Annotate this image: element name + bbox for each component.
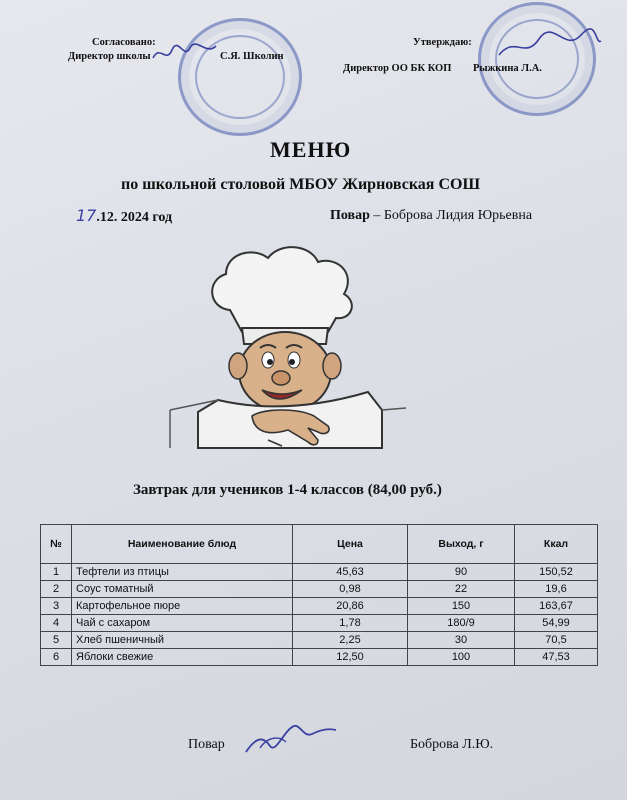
table-row <box>41 581 598 598</box>
col-dish: Наименование блюд <box>72 525 293 564</box>
cook-line <box>330 208 532 224</box>
meal-heading: Завтрак для учеников 1-4 классов (84,00 руб.) <box>133 482 442 498</box>
row-number: 2 <box>41 581 72 598</box>
row-number: 4 <box>41 615 72 632</box>
dish-price: 12,50 <box>293 649 408 666</box>
dish-kcal: 70,5 <box>515 632 598 649</box>
dish-price: 2,25 <box>293 632 408 649</box>
approval-left-line2: Директор школы <box>68 51 151 62</box>
cook-name: Боброва Лидия Юрьевна <box>383 208 533 223</box>
col-yield: Выход, г <box>408 525 515 564</box>
row-number: 1 <box>41 564 72 581</box>
dish-yield: 150 <box>408 598 515 615</box>
approval-left-line1: Согласовано: <box>92 37 156 48</box>
row-number: 3 <box>41 598 72 615</box>
approval-left-name: С.Я. Школин <box>220 51 284 62</box>
director-signature <box>150 40 220 66</box>
dish-yield: 22 <box>408 581 515 598</box>
dish-price: 1,78 <box>293 615 408 632</box>
menu-table <box>40 524 598 666</box>
dish-name: Чай с сахаром <box>72 615 293 632</box>
dish-name: Хлеб пшеничный <box>72 632 293 649</box>
dish-price: 0,98 <box>293 581 408 598</box>
table-row <box>41 564 598 581</box>
row-number: 5 <box>41 632 72 649</box>
date-day-handwritten: 17 <box>76 206 97 225</box>
chef-illustration <box>168 240 408 450</box>
approval-right-line2: Директор ОО БК КОП <box>343 63 452 74</box>
dish-yield: 90 <box>408 564 515 581</box>
col-price: Цена <box>293 525 408 564</box>
dish-name: Соус томатный <box>72 581 293 598</box>
dish-price: 45,63 <box>293 564 408 581</box>
table-row <box>41 632 598 649</box>
page-title: МЕНЮ <box>270 137 352 162</box>
dish-kcal: 19,6 <box>515 581 598 598</box>
footer-cook-label: Повар <box>188 737 225 752</box>
dish-kcal: 163,67 <box>515 598 598 615</box>
dish-kcal: 150,52 <box>515 564 598 581</box>
dish-yield: 180/9 <box>408 615 515 632</box>
page-subtitle: по школьной столовой МБОУ Жирновская СОШ <box>121 176 481 193</box>
col-number: № <box>41 525 72 564</box>
approver-signature <box>495 25 605 65</box>
col-kcal: Ккал <box>515 525 598 564</box>
date-line <box>76 206 172 226</box>
date-rest: .12. 2024 год <box>96 210 173 225</box>
row-number: 6 <box>41 649 72 666</box>
cook-label: Повар <box>330 208 370 223</box>
dish-yield: 100 <box>408 649 515 666</box>
approval-right-name: Рыжкина Л.А. <box>473 63 542 74</box>
table-row <box>41 649 598 666</box>
dish-yield: 30 <box>408 632 515 649</box>
cook-dash: – <box>373 208 381 223</box>
cook-signature <box>240 716 340 760</box>
dish-name: Тефтели из птицы <box>72 564 293 581</box>
dish-price: 20,86 <box>293 598 408 615</box>
dish-name: Яблоки свежие <box>72 649 293 666</box>
approval-right-line1: Утверждаю: <box>413 37 472 48</box>
dish-kcal: 47,53 <box>515 649 598 666</box>
table-row <box>41 598 598 615</box>
table-header-row <box>41 525 598 564</box>
dish-kcal: 54,99 <box>515 615 598 632</box>
footer-cook-name: Боброва Л.Ю. <box>410 737 494 752</box>
table-row <box>41 615 598 632</box>
dish-name: Картофельное пюре <box>72 598 293 615</box>
school-stamp <box>178 18 302 136</box>
